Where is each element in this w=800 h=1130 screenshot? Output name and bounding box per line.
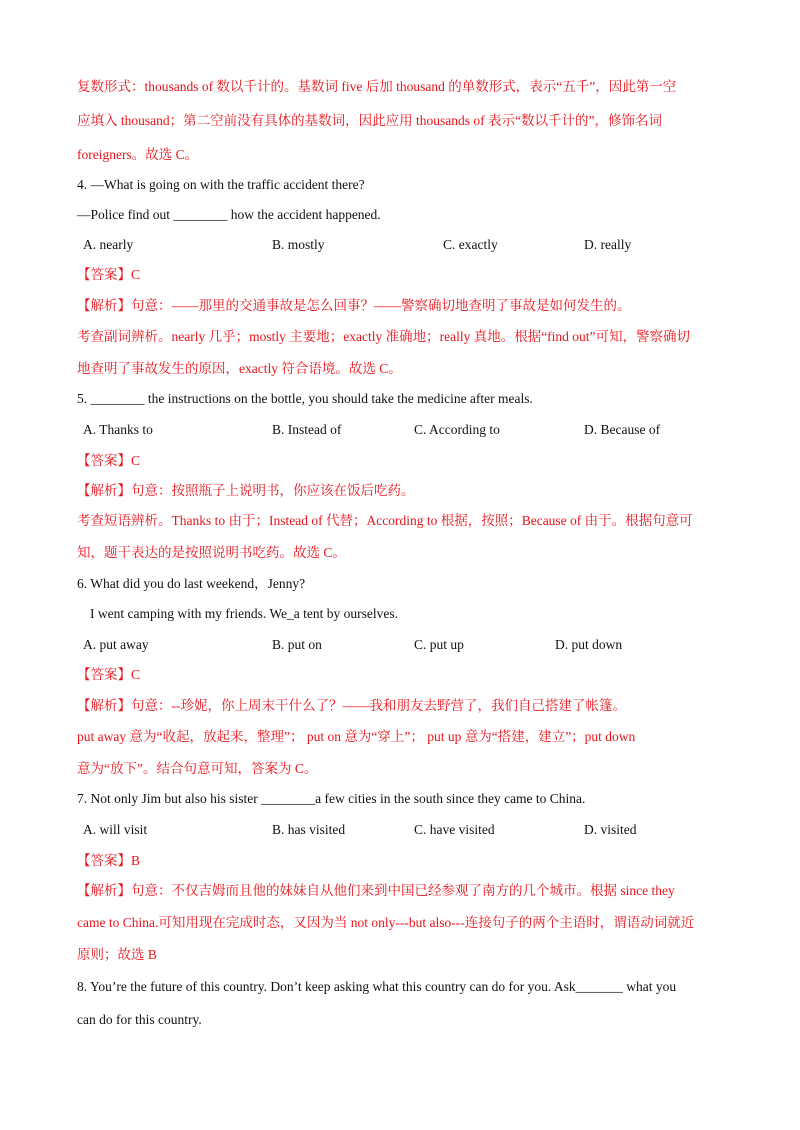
- option-a: A. Thanks to: [83, 422, 153, 437]
- option-c: C. According to: [414, 422, 500, 437]
- option-b: B. put on: [272, 637, 322, 652]
- option-d: D. Because of: [584, 422, 661, 437]
- question-stem: 7. Not only Jim but also his sister ________a few cities in the south since they came to China.: [77, 791, 586, 806]
- answer: 【答案】C: [77, 667, 141, 682]
- option-b: B. mostly: [272, 237, 325, 252]
- option-d: D. visited: [584, 822, 637, 837]
- analysis-line: 【解析】句意：--珍妮，你上周末干什么了？——我和朋友去野营了，我们自己搭建了帐篷。: [77, 698, 626, 713]
- analysis-line: 考查副词辨析。nearly 几乎；mostly 主要地；exactly 准确地；really 真地。根据“find out”可知，警察确切: [77, 329, 691, 344]
- answer: 【答案】C: [77, 453, 141, 468]
- question-stem: 6. What did you do last weekend，Jenny?: [77, 576, 306, 591]
- analysis-line: 知，题干表达的是按照说明书吃药。故选 C。: [77, 545, 346, 560]
- question-stem: 8. You’re the future of this country. Don’t keep asking what this country can do for you. Ask_______ what you: [77, 979, 677, 994]
- option-a: A. nearly: [83, 237, 134, 252]
- option-a: A. put away: [83, 637, 149, 652]
- option-d: D. put down: [555, 637, 623, 652]
- question-stem: 4. —What is going on with the traffic accident there?: [77, 177, 365, 192]
- analysis-line: 原则；故选 B: [77, 947, 157, 962]
- question-stem: —Police find out ________ how the accident happened.: [77, 207, 381, 222]
- analysis-line: 【解析】句意：按照瓶子上说明书，你应该在饭后吃药。: [77, 483, 415, 498]
- answer: 【答案】C: [77, 267, 141, 282]
- option-a: A. will visit: [83, 822, 148, 837]
- analysis-line: 【解析】句意：不仅吉姆而且他的妹妹自从他们来到中国已经参观了南方的几个城市。根据 since they: [77, 883, 675, 898]
- analysis-line: 地查明了事故发生的原因，exactly 符合语境。故选 C。: [77, 361, 402, 376]
- option-b: B. Instead of: [272, 422, 342, 437]
- option-d: D. really: [584, 237, 632, 252]
- question-stem: I went camping with my friends. We_a tent by ourselves.: [90, 606, 398, 621]
- analysis-line: put away 意为“收起，放起来，整理”； put on 意为“穿上”； put up 意为“搭建，建立”；put down: [77, 729, 636, 744]
- question-stem: 5. ________ the instructions on the bottle, you should take the medicine after meals.: [77, 391, 533, 406]
- analysis-line: 考查短语辨析。Thanks to 由于；Instead of 代替；According to 根据，按照；Because of 由于。根据句意可: [77, 513, 693, 528]
- option-c: C. have visited: [414, 822, 495, 837]
- option-b: B. has visited: [272, 822, 346, 837]
- explanation-line: 复数形式：thousands of 数以千计的。基数词 five 后加 thousand 的单数形式，表示“五千”，因此第一空: [77, 79, 677, 94]
- explanation-line: foreigners。故选 C。: [77, 147, 199, 162]
- explanation-line: 应填入 thousand；第二空前没有具体的基数词，因此应用 thousands of 表示“数以千计的”，修饰名词: [77, 113, 662, 128]
- analysis-line: came to China.可知用现在完成时态，又因为当 not only---but also---连接句子的两个主语时，谓语动词就近: [77, 915, 695, 930]
- option-c: C. exactly: [443, 237, 498, 252]
- question-stem: can do for this country.: [77, 1012, 202, 1027]
- analysis-line: 意为“放下”。结合句意可知，答案为 C。: [77, 761, 318, 776]
- analysis-line: 【解析】句意：——那里的交通事故是怎么回事？——警察确切地查明了事故是如何发生的。: [77, 298, 631, 313]
- option-c: C. put up: [414, 637, 464, 652]
- answer: 【答案】B: [77, 853, 141, 868]
